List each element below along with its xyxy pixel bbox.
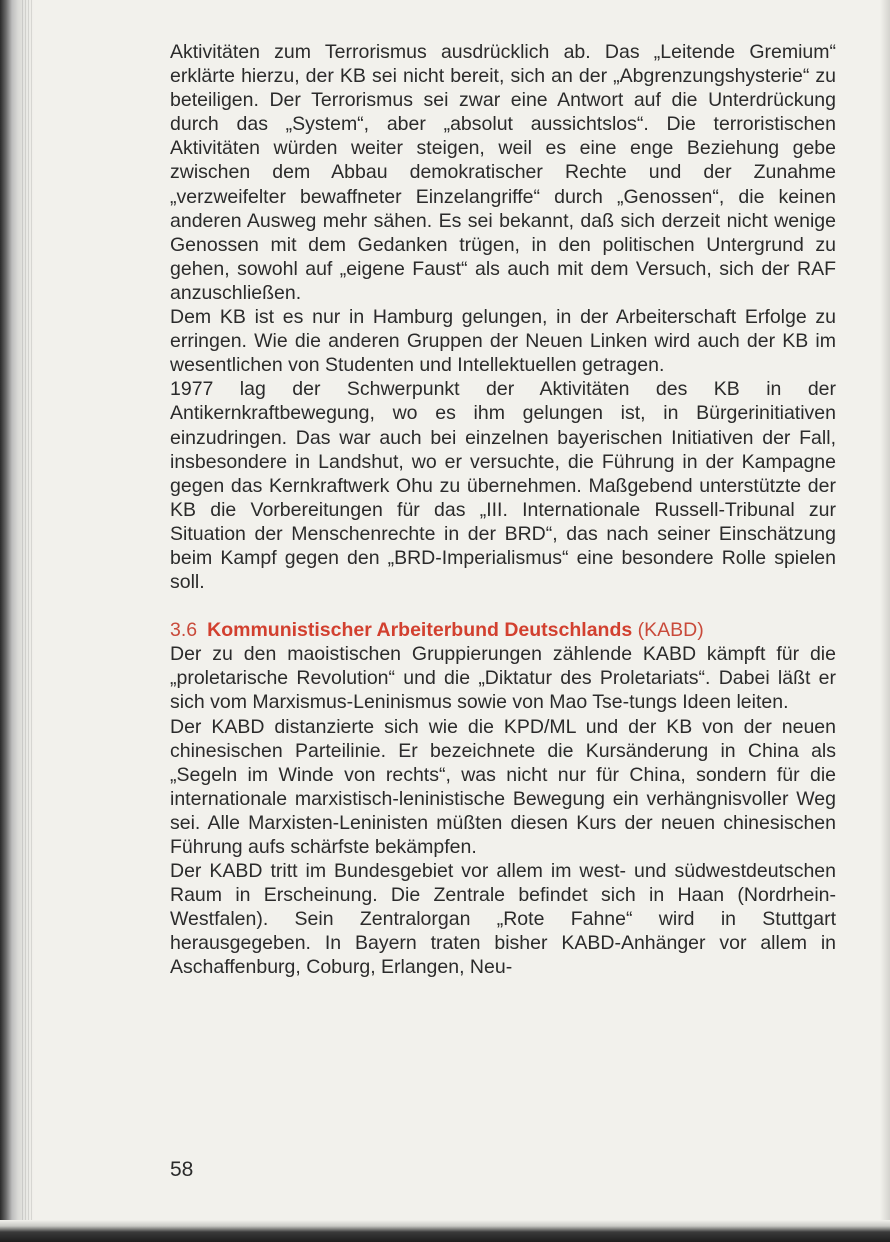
- paragraph-kabd-intro: Der zu den maoistischen Gruppierungen zählende KABD kämpft für die „proletarische Revolution“ und die „Diktatur des Proletariats“. Dabei läßt er sich vom Marxismus-Leninismus sowie von Mao Tse-tungs Ideen leiten.: [170, 643, 836, 714]
- section-heading: [170, 618, 836, 642]
- bottom-book-edge: [0, 1220, 890, 1242]
- paragraph-kabd-china: Der KABD distanzierte sich wie die KPD/ML und der KB von der neuen chinesischen Parteilinie. Er bezeichnete die Kursänderung in China als „Segeln im Winde von rechts“, was nicht nur für China, sondern für die internationale marxistisch-leninistische Bewegung ein verhängnisvoller Weg sei. Alle Marxisten-Leninisten müßten diesen Kurs der neuen chinesischen Führung aufs schärfste bekämpfen.: [170, 715, 836, 858]
- section-number: 3.6: [170, 619, 198, 642]
- page-edge-lines: [22, 0, 32, 1242]
- section-title: Kommunistischer Arbeiterbund Deutschlands: [207, 619, 633, 642]
- paragraph-terrorism: Aktivitäten zum Terrorismus ausdrücklich ab. Das „Leitende Gremium“ erklärte hierzu, der KB sei nicht bereit, sich an der „Abgrenzungshysterie“ zu beteiligen. Der Terrorismus sei zwar eine Antwort auf die Unterdrückung durch das „System“, aber „absolut aussichtslos“. Die terroristischen Aktivitäten würden weiter steigen, weil es eine enge Beziehung gebe zwischen dem Abbau demokratischer Rechte und der Zunahme „verzweifelter bewaffneter Einzelangriffe“ durch „Genossen“, die keinen anderen Ausweg mehr sähen. Es sei bekannt, daß sich derzeit nicht wenige Genossen mit dem Gedanken trügen, in den politischen Untergrund zu gehen, sowohl auf „eigene Faust“ als auch mit dem Versuch, sich der RAF anzuschließen.: [170, 41, 836, 304]
- section-abbreviation: (KABD): [637, 619, 704, 642]
- paragraph-kabd-region: Der KABD tritt im Bundesgebiet vor allem im west- und südwestdeutschen Raum in Erscheinung. Die Zentrale befindet sich in Haan (Nordrhein-Westfalen). Sein Zentralorgan „Rote Fahne“ wird in Stuttgart herausgegeben. In Bayern traten bisher KABD-Anhänger vor allem in Aschaffenburg, Coburg, Erlangen, Neu-: [170, 860, 836, 979]
- paragraph-kb-1977: 1977 lag der Schwerpunkt der Aktivitäten des KB in der Antikernkraftbewegung, wo es ihm gelungen ist, in Bürgerinitiativen einzudringen. Das war auch bei einzelnen bayerischen Initiativen der Fall, insbesondere in Landshut, wo er versuchte, die Führung in der Kampagne gegen das Kernkraftwerk Ohu zu übernehmen. Maßgebend unterstützte der KB die Vorbereitungen für das „III. Internationale Russell-Tribunal zur Situation der Menschenrechte in der BRD“, das nach seiner Einschätzung beim Kampf gegen den „BRD-Imperialismus“ eine besondere Rolle spielen soll.: [170, 378, 836, 594]
- right-page-edge: [880, 0, 890, 1242]
- page-number: 58: [170, 1158, 194, 1181]
- body-text: [170, 40, 836, 980]
- paragraph-kb-hamburg: Dem KB ist es nur in Hamburg gelungen, in der Arbeiterschaft Erfolge zu erringen. Wie die anderen Gruppen der Neuen Linken wird auch der KB im wesentlichen von Studenten und Intellektuellen getragen.: [170, 306, 836, 377]
